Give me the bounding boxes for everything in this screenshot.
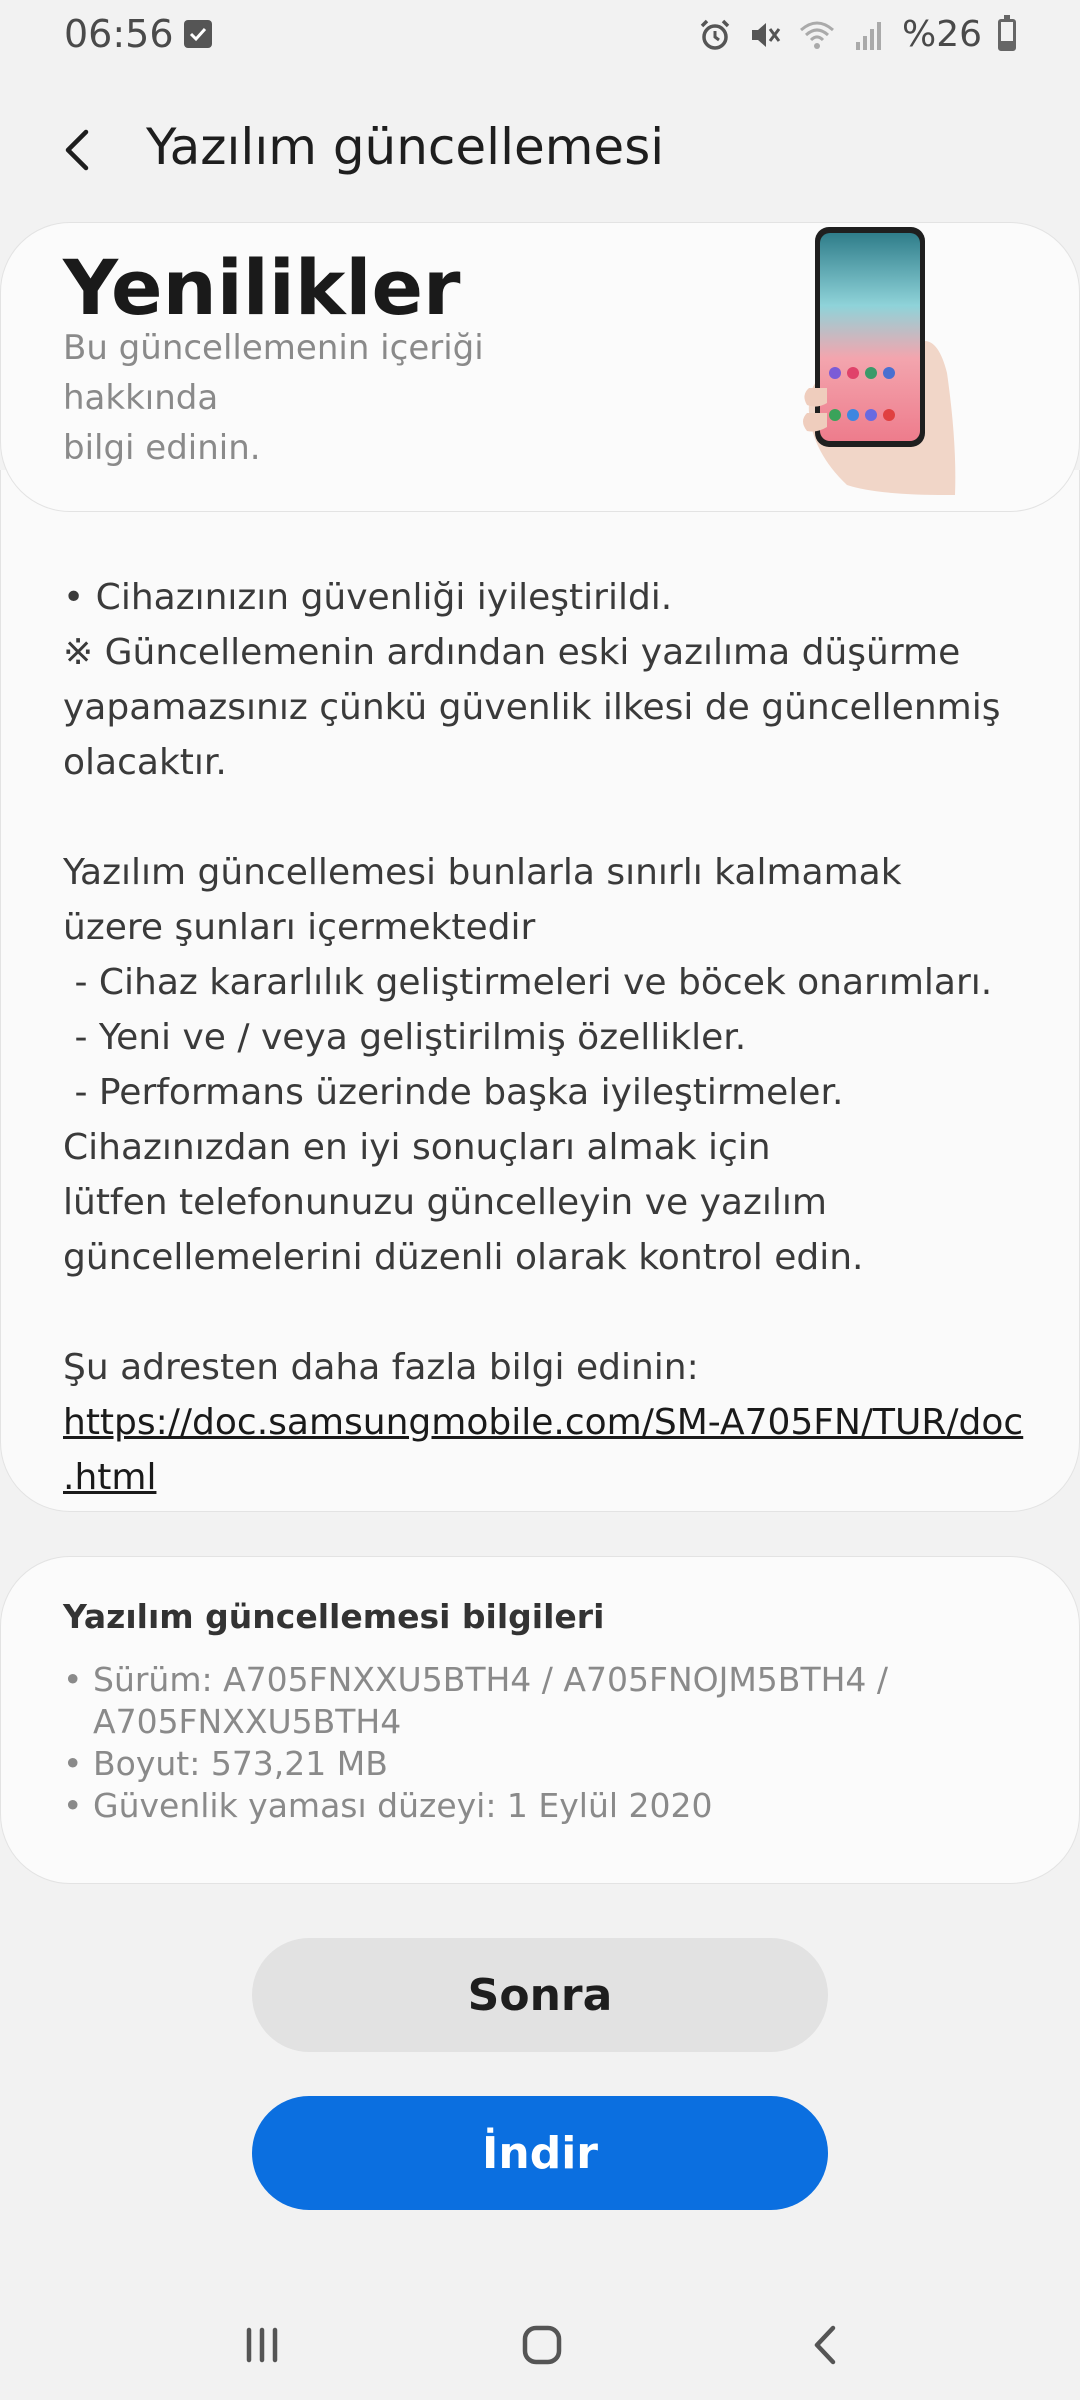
nav-back-icon <box>801 2320 851 2370</box>
version-line: Sürüm: A705FNXXU5BTH4 / A705FNOJM5BTH4 / <box>93 1660 889 1699</box>
size-text: Boyut: 573,21 MB <box>93 1744 388 1783</box>
status-time: 06:56 <box>64 12 174 56</box>
home-icon <box>517 2320 567 2370</box>
status-icons <box>698 14 1016 55</box>
release-notes-text <box>63 520 1033 1505</box>
back-button[interactable] <box>48 120 108 180</box>
whats-new-subtitle <box>63 323 623 473</box>
notes-line: ※ Güncellemenin ardından eski yazılıma düşürme <box>63 632 961 673</box>
security-patch-item <box>63 1785 1023 1827</box>
notes-line: - Yeni ve / veya geliştirilmiş özellikler. <box>63 1017 747 1058</box>
notes-line: • Cihazınızın güvenliği iyileştirildi. <box>63 577 673 618</box>
more-info-link-line[interactable]: https://doc.samsungmobile.com/SM-A705FN/TUR/doc <box>63 1402 1024 1443</box>
version-text <box>93 1659 1023 1743</box>
notes-line: üzere şunları içermektedir <box>63 907 536 948</box>
notes-line: - Performans üzerinde başka iyileştirmeler. <box>63 1072 844 1113</box>
checkbox-icon <box>184 20 212 48</box>
notes-gap <box>63 790 1033 845</box>
whats-new-subtitle-line: bilgi edinin. <box>63 428 261 468</box>
back-arrow-icon <box>48 120 108 180</box>
notes-line: yapamazsınız çünkü güvenlik ilkesi de güncellenmiş <box>63 687 1001 728</box>
mute-icon <box>748 18 782 52</box>
notes-line: lütfen telefonunuzu güncelleyin ve yazılım <box>63 1182 827 1223</box>
battery-percent: %26 <box>901 14 982 55</box>
release-notes-card <box>0 470 1080 1512</box>
version-line: A705FNXXU5BTH4 <box>93 1702 402 1741</box>
more-info-link[interactable] <box>63 1395 1033 1505</box>
notes-line: olacaktır. <box>63 742 227 783</box>
recent-apps-button[interactable] <box>222 2310 302 2380</box>
bullet-icon: • <box>63 1660 83 1699</box>
recent-apps-icon <box>237 2320 287 2370</box>
battery-fill <box>1001 41 1013 48</box>
version-item <box>63 1659 1023 1743</box>
page-title: Yazılım güncellemesi <box>146 118 665 176</box>
whats-new-title: Yenilikler <box>63 243 461 332</box>
app-bar <box>0 100 1080 200</box>
wifi-icon <box>798 18 836 52</box>
home-button[interactable] <box>502 2310 582 2380</box>
notes-line: Şu adresten daha fazla bilgi edinin: <box>63 1347 699 1388</box>
notes-line: güncellemelerini düzenli olarak kontrol edin. <box>63 1237 864 1278</box>
notes-line: Yazılım güncellemesi bunlarla sınırlı kalmamak <box>63 852 902 893</box>
bullet-icon: • <box>63 1744 83 1783</box>
phone-in-hand-illustration <box>787 223 967 495</box>
update-info-list <box>63 1659 1023 1827</box>
alarm-icon <box>698 18 732 52</box>
later-button[interactable]: Sonra <box>252 1938 828 2052</box>
nav-back-button[interactable] <box>786 2310 866 2380</box>
whats-new-subtitle-line: Bu güncellemenin içeriği hakkında <box>63 328 484 418</box>
notes-line: - Cihaz kararlılık geliştirmeleri ve böcek onarımları. <box>63 962 993 1003</box>
security-patch-text: Güvenlik yaması düzeyi: 1 Eylül 2020 <box>93 1786 713 1825</box>
more-info-link-line[interactable]: .html <box>63 1457 157 1498</box>
notes-gap <box>63 1285 1033 1340</box>
navigation-bar <box>0 2290 1080 2400</box>
update-info-card <box>0 1556 1080 1884</box>
notes-line: Cihazınızdan en iyi sonuçları almak için <box>63 1127 771 1168</box>
download-button[interactable]: İndir <box>252 2096 828 2210</box>
whats-new-card <box>0 222 1080 512</box>
battery-icon <box>998 19 1016 51</box>
size-item <box>63 1743 1023 1785</box>
bullet-icon: • <box>63 1786 83 1825</box>
signal-icon <box>852 18 886 52</box>
update-info-title: Yazılım güncellemesi bilgileri <box>63 1597 605 1636</box>
status-bar <box>0 0 1080 72</box>
